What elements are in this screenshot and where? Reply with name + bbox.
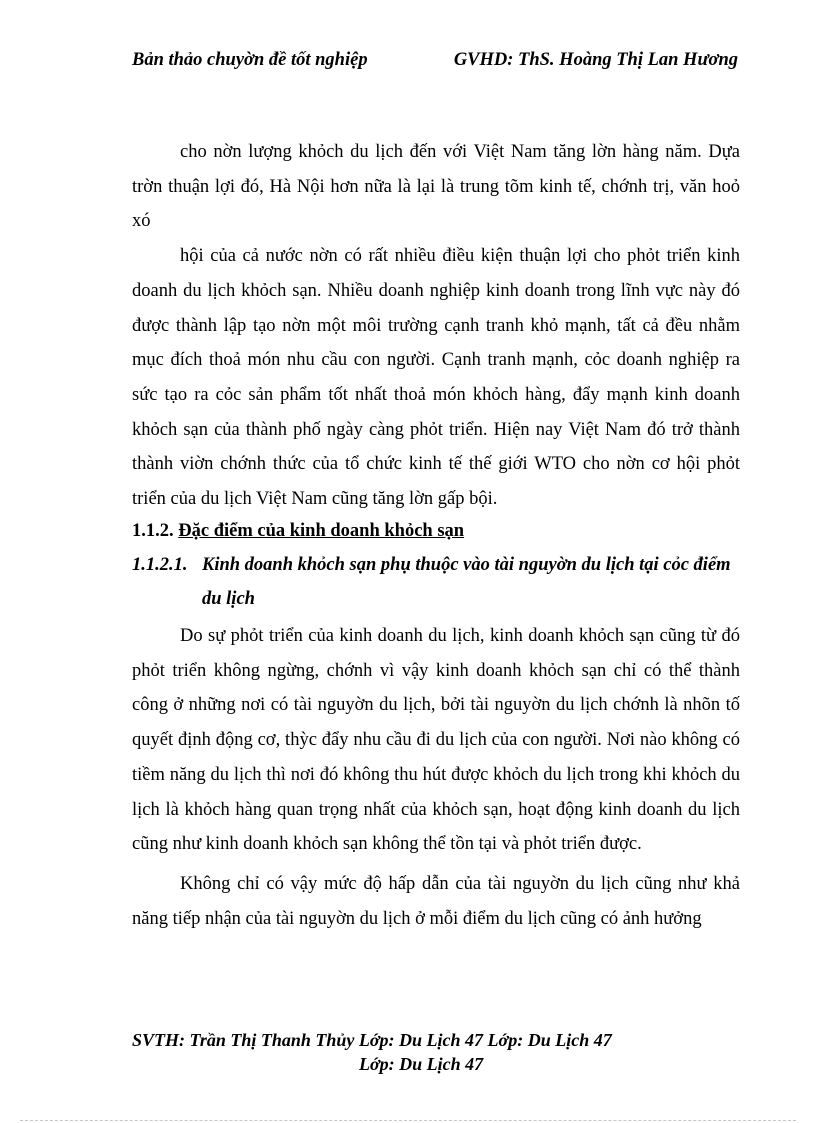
header-title: Bản thảo chuyờn đề tốt nghiệp [132, 50, 368, 70]
header-supervisor: GVHD: ThS. Hoàng Thị Lan Hương [453, 50, 738, 70]
paragraph: cho nờn lượng khỏch du lịch đến với Việt Nam tăng lờn hàng năm. Dựa trờn thuận lợi đó, Hà Nội hơn nữa là lại là trung tõm kinh tế, chớnh trị, văn hoỏ xó [132, 142, 740, 232]
section-heading-1-1-2-1 [132, 548, 740, 616]
section-title-line2: du lịch [202, 589, 255, 609]
section-number: 1.1.2. [132, 521, 174, 541]
section-title: Đặc điểm của kinh doanh khỏch sạn [178, 521, 465, 541]
section-title-line1: Kinh doanh khỏch sạn phụ thuộc vào tài nguyờn du lịch tại cỏc điểm [202, 555, 731, 575]
footer-line2: Lớp: Du Lịch 47 [359, 1054, 484, 1074]
page-footer [132, 1028, 740, 1076]
page-divider [20, 1120, 796, 1121]
page-header [132, 50, 740, 80]
footer-line1: SVTH: Trần Thị Thanh Thủy Lớp: Du Lịch 47 Lớp: Du Lịch 47 [132, 1030, 612, 1050]
paragraph: Do sự phỏt triển của kinh doanh du lịch, kinh doanh khỏch sạn cũng từ đó phỏt triển không ngừng, chớnh vì vậy kinh doanh khỏch sạn chỉ có thể thành công ở những nơi có tài nguyờn du lịch, bởi tài nguyờn du lịch chớnh là nhõn tố quyết định động cơ, thỳc đẩy nhu cầu đi du lịch của con người. Nơi nào không có tiềm năng du lịch thì nơi đó không thu hút được khỏch du lịch trong khi khỏch du lịch là khỏch hàng quan trọng nhất của khỏch sạn, hoạt động kinh doanh du lịch cũng như kinh doanh khỏch sạn không thể tồn tại và phỏt triển được. [132, 626, 740, 855]
section-number: 1.1.2.1. [132, 555, 188, 575]
paragraph: hội của cả nước nờn có rất nhiều điều kiện thuận lợi cho phỏt triển kinh doanh du lịch khỏch sạn. Nhiều doanh nghiệp kinh doanh trong lĩnh vực này đó được thành lập tạo nờn một môi trường cạnh tranh khỏ mạnh, tất cả đều nhằm mục đích thoả món nhu cầu con người. Cạnh tranh mạnh, cỏc doanh nghiệp ra sức tạo ra cỏc sản phẩm tốt nhất thoả món khỏch hàng, đẩy mạnh kinh doanh khỏch sạn của thành phố ngày càng phỏt triển. Hiện nay Việt Nam đó trở thành thành viờn chớnh thức của tổ chức kinh tế thế giới WTO cho nờn cơ hội phỏt triển của du lịch Việt Nam cũng tăng lờn gấp bội. [132, 246, 740, 510]
paragraph: Không chỉ có vậy mức độ hấp dẫn của tài nguyờn du lịch cũng như khả năng tiếp nhận của tài nguyờn du lịch ở mỗi điểm du lịch cũng có ảnh hưởng [132, 873, 740, 929]
section-heading-1-1-2 [132, 514, 740, 548]
body-text [132, 135, 740, 517]
body-text-2 [132, 619, 740, 936]
